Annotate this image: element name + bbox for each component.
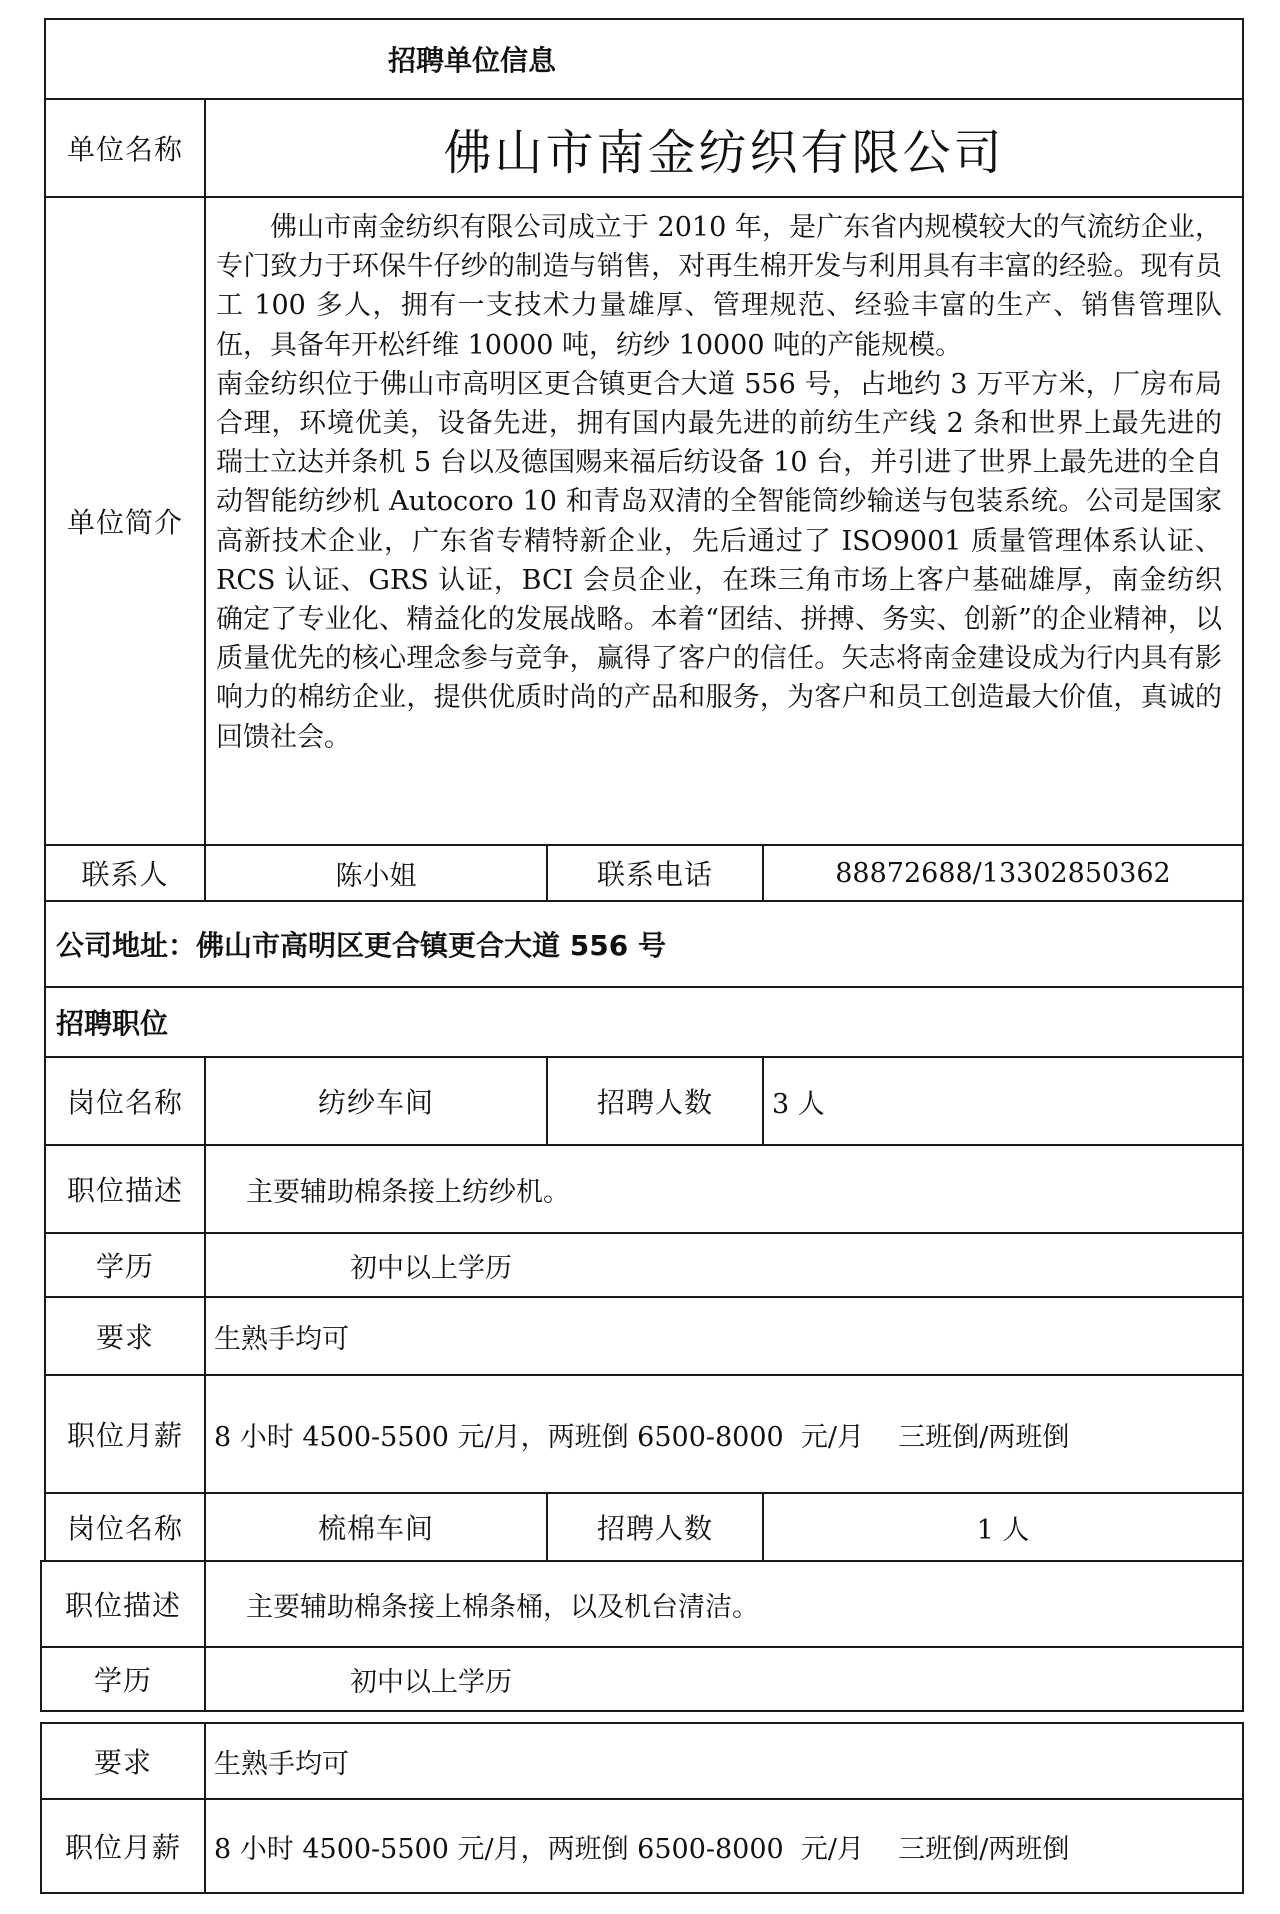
position-2-title-cell — [204, 1492, 548, 1562]
phone-cell — [762, 844, 1244, 902]
position-1-title-label-cell — [44, 1056, 206, 1146]
position-1-salary-cell — [204, 1374, 1244, 1494]
phone-number: 88872688/13302850362 — [835, 857, 1171, 889]
company-intro-label: 单位简介 — [66, 506, 183, 539]
salary: 8 小时 4500-5500 元/月，两班倒 6500-8000 元/月 三班倒/两班倒 — [214, 1421, 1070, 1453]
education: 初中以上学历 — [350, 1666, 512, 1698]
position-desc: 主要辅助棉条接上棉条桶，以及机台清洁。 — [246, 1591, 759, 1623]
req-label: 要求 — [93, 1746, 152, 1779]
company-intro-cell — [204, 196, 1244, 846]
desc-label: 职位描述 — [64, 1589, 181, 1622]
company-name-label: 单位名称 — [66, 133, 183, 166]
position-2-req-label-cell — [40, 1722, 206, 1800]
position-2-req-cell — [204, 1722, 1244, 1800]
position-2-count-label-cell — [546, 1492, 764, 1562]
salary-label: 职位月薪 — [64, 1831, 181, 1864]
position-1-req-cell — [204, 1296, 1244, 1376]
contact-cell — [204, 844, 548, 902]
positions-header: 招聘职位 — [56, 1007, 169, 1040]
position-1-edu-label-cell — [44, 1232, 206, 1298]
table-title-row — [44, 18, 1244, 100]
position-1-desc-label-cell — [44, 1144, 206, 1234]
position-2-title-label-cell — [44, 1492, 206, 1562]
position-1-req-label-cell — [44, 1296, 206, 1376]
address-row — [44, 900, 1244, 988]
position-2-edu-cell — [204, 1646, 1244, 1712]
company-address: 公司地址：佛山市高明区更合镇更合大道 556 号 — [56, 929, 666, 962]
position-title-label: 岗位名称 — [66, 1512, 183, 1545]
intro-paragraph-2: 南金纺织位于佛山市高明区更合镇更合大道 556 号，占地约 3 万平方米，厂房布局合理，环境优美，设备先进，拥有国内最先进的前纺生产线 2 条和世界上最先进的瑞士立达并条机 5 台以及德国赐来福后纺设备 10 台，并引进了世界上最先进的全自动智能纺纱机 Autocoro 10 和青岛双清的全智能筒纱输送与包装系统。公司是国家高新技术企业，广东省专精特新企业，先后通过了 ISO9001 质量管理体系认证、RCS 认证、GRS 认证，BCI 会员企业，在珠三角市场上客户基础雄厚，南金纺织确定了专业化、精益化的发展战略。本着“团结、拼搏、务实、创新”的企业精神，以质量优先的核心理念参与竞争，赢得了客户的信任。矢志将南金建设成为行内具有影响力的棉纺企业，提供优质时尚的产品和服务，为客户和员工创造最大价值，真诚的回馈社会。 — [216, 368, 1222, 753]
position-1-edu-cell — [204, 1232, 1244, 1298]
intro-paragraph-1: 佛山市南金纺织有限公司成立于 2010 年，是广东省内规模较大的气流纺企业，专门致力于环保牛仔纱的制造与销售，对再生棉开发与利用具有丰富的经验。现有员工 100 多人，拥有一支技术力量雄厚、管理规范、经验丰富的生产、销售管理队伍，具备年开松纤维 10000 吨，纺纱 10000 吨的产能规模。 — [216, 212, 1222, 361]
salary: 8 小时 4500-5500 元/月，两班倒 6500-8000 元/月 三班倒/两班倒 — [214, 1833, 1070, 1865]
position-2-edu-label-cell — [40, 1646, 206, 1712]
position-2-desc-label-cell — [40, 1560, 206, 1648]
headcount-label: 招聘人数 — [596, 1086, 713, 1119]
position-title-label: 岗位名称 — [66, 1086, 183, 1119]
requirement: 生熟手均可 — [214, 1323, 349, 1355]
position-1-salary-label-cell — [44, 1374, 206, 1494]
position-2-desc-cell — [204, 1560, 1244, 1648]
headcount: 3 人 — [772, 1088, 825, 1120]
company-intro-text — [216, 208, 1222, 757]
req-label: 要求 — [95, 1321, 154, 1354]
edu-label: 学历 — [93, 1664, 152, 1697]
salary-label: 职位月薪 — [66, 1419, 183, 1452]
desc-label: 职位描述 — [66, 1174, 183, 1207]
position-title: 梳棉车间 — [317, 1512, 434, 1545]
position-title: 纺纱车间 — [317, 1086, 434, 1119]
position-2-count-cell — [762, 1492, 1244, 1562]
positions-header-row — [44, 986, 1244, 1058]
company-name: 佛山市南金纺织有限公司 — [443, 124, 1005, 181]
phone-label: 联系电话 — [596, 858, 713, 891]
headcount: 1 人 — [976, 1514, 1030, 1546]
position-1-title-cell — [204, 1056, 548, 1146]
phone-label-cell — [546, 844, 764, 902]
edu-label: 学历 — [95, 1250, 154, 1283]
position-2-salary-label-cell — [40, 1798, 206, 1894]
contact-label-cell — [44, 844, 206, 902]
company-intro-label-cell — [44, 196, 206, 846]
position-1-desc-cell — [204, 1144, 1244, 1234]
contact-name: 陈小姐 — [335, 860, 417, 892]
education: 初中以上学历 — [350, 1252, 512, 1284]
position-2-salary-cell — [204, 1798, 1244, 1894]
table-title: 招聘单位信息 — [388, 44, 557, 77]
company-name-label-cell — [44, 98, 206, 198]
contact-label: 联系人 — [81, 858, 169, 891]
company-name-cell — [204, 98, 1244, 198]
position-1-count-cell — [762, 1056, 1244, 1146]
headcount-label: 招聘人数 — [596, 1512, 713, 1545]
position-1-count-label-cell — [546, 1056, 764, 1146]
requirement: 生熟手均可 — [214, 1748, 349, 1780]
position-desc: 主要辅助棉条接上纺纱机。 — [246, 1176, 570, 1208]
